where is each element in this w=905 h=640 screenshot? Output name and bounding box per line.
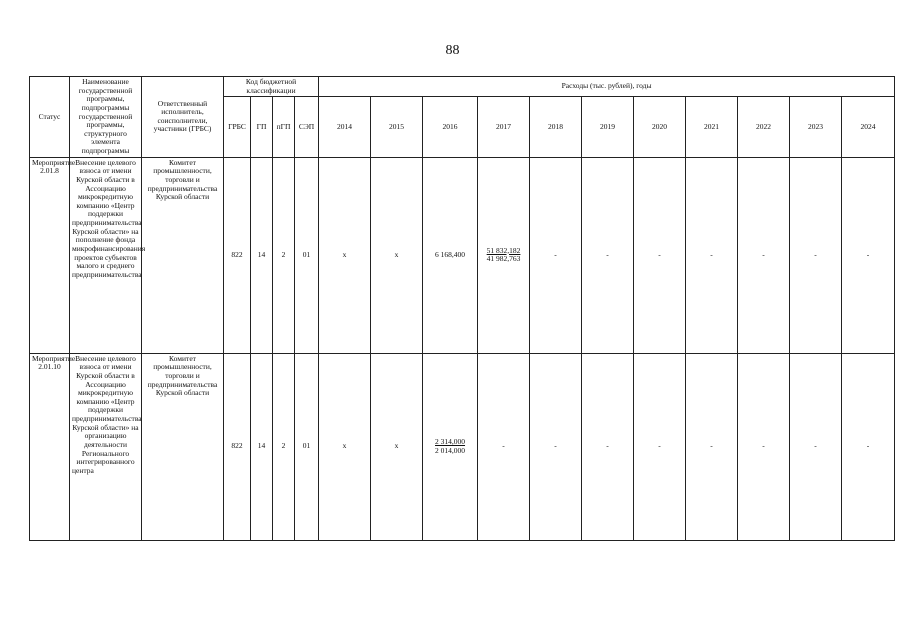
row-2020: - <box>634 157 686 353</box>
row-grbs: 822 <box>224 353 251 540</box>
table-row <box>30 353 895 540</box>
row-2021: - <box>686 353 738 540</box>
header-year-2023: 2023 <box>790 97 842 157</box>
row-2016 <box>423 353 478 540</box>
row-2023: - <box>790 353 842 540</box>
header-year-2022: 2022 <box>738 97 790 157</box>
row-2020: - <box>634 353 686 540</box>
row-2017: - <box>478 353 530 540</box>
row-name: Внесение целевого взноса от имени Курской области в Ассоциацию микрокредитную компанию «Центр поддержки предпринимательства Курской области» на пополнение фонда микрофинансирования проектов субъектов малого и среднего предпринимательства <box>70 157 142 353</box>
row-2017-bottom: 41 982,763 <box>486 254 521 264</box>
row-2017 <box>478 157 530 353</box>
row-2019: - <box>582 157 634 353</box>
header-budget-code: Код бюджетной классификации <box>224 77 319 97</box>
row-2021: - <box>686 157 738 353</box>
table-row <box>30 157 895 353</box>
row-2015: х <box>371 353 423 540</box>
row-sep: 01 <box>295 353 319 540</box>
row-2023: - <box>790 157 842 353</box>
row-2016: 6 168,400 <box>423 157 478 353</box>
row-name: Внесение целевого взноса от имени Курской области в Ассоциацию микрокредитную компанию «Центр поддержки предпринимательства Курской области» на организацию деятельности Регионального интегрированного центра <box>70 353 142 540</box>
row-2016-top: 2 314,000 <box>435 437 466 446</box>
row-gp: 14 <box>251 157 273 353</box>
row-sep: 01 <box>295 157 319 353</box>
header-year-2014: 2014 <box>319 97 371 157</box>
row-2018: - <box>530 353 582 540</box>
row-gp: 14 <box>251 353 273 540</box>
page-number: 88 <box>445 43 460 58</box>
row-pgp: 2 <box>273 157 295 353</box>
header-year-2018: 2018 <box>530 97 582 157</box>
row-2014: х <box>319 353 371 540</box>
row-grbs: 822 <box>224 157 251 353</box>
row-2019: - <box>582 353 634 540</box>
row-2022: - <box>738 353 790 540</box>
header-name: Наименование государственной программы, подпрограммы государственной программы, структурного элемента подпрограммы <box>70 77 142 158</box>
row-2024: - <box>842 157 895 353</box>
budget-table <box>29 76 895 541</box>
header-expenses: Расходы (тыс. рублей), годы <box>319 77 895 97</box>
header-year-2024: 2024 <box>842 97 895 157</box>
row-pgp: 2 <box>273 353 295 540</box>
row-2015: х <box>371 157 423 353</box>
row-2018: - <box>530 157 582 353</box>
row-status: Мероприятие 2.01.8 <box>30 157 70 353</box>
header-year-2020: 2020 <box>634 97 686 157</box>
header-year-2016: 2016 <box>423 97 478 157</box>
header-year-2015: 2015 <box>371 97 423 157</box>
row-responsible: Комитет промышленности, торговли и предпринимательства Курской области <box>142 157 224 353</box>
row-status: Мероприятие 2.01.10 <box>30 353 70 540</box>
header-year-2019: 2019 <box>582 97 634 157</box>
header-responsible: Ответственный исполнитель, соисполнители, участники (ГРБС) <box>142 77 224 158</box>
header-status: Статус <box>30 77 70 158</box>
header-code-pgp: пГП <box>273 97 295 157</box>
header-year-2017: 2017 <box>478 97 530 157</box>
row-2014: х <box>319 157 371 353</box>
header-code-gp: ГП <box>251 97 273 157</box>
row-2022: - <box>738 157 790 353</box>
row-2016-bottom: 2 014,000 <box>435 445 466 455</box>
header-year-2021: 2021 <box>686 97 738 157</box>
row-2024: - <box>842 353 895 540</box>
row-2017-top: 51 832,182 <box>486 245 521 255</box>
header-code-sep: СЭП <box>295 97 319 157</box>
row-responsible: Комитет промышленности, торговли и предпринимательства Курской области <box>142 353 224 540</box>
header-code-grbs: ГРБС <box>224 97 251 157</box>
